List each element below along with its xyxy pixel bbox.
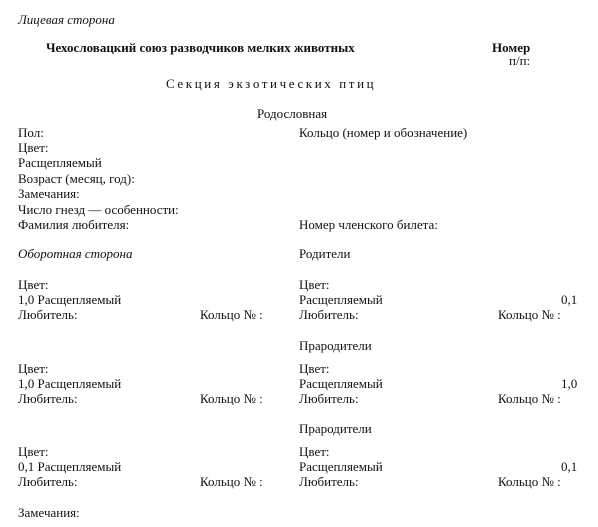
grandparents-title: Прародители [299,421,372,436]
right-split: Расщепляемый [299,292,383,307]
section-title: Секция экзотических птиц [166,76,377,91]
color-field: Цвет: [18,140,49,155]
left-color: Цвет: [18,361,49,376]
left-split: 1,0 Расщепляемый [18,292,122,307]
grandparents-title: Прародители [299,338,372,353]
number-sub-label: п/п: [509,53,531,68]
right-color: Цвет: [299,277,330,292]
left-split: 0,1 Расщепляемый [18,459,122,474]
sex-field: Пол: [18,125,44,140]
left-ring: Кольцо № : [200,307,263,322]
left-fancier: Любитель: [18,307,78,322]
right-code: 1,0 [561,376,578,391]
remarks-field: Замечания: [18,186,80,201]
left-color: Цвет: [18,444,49,459]
left-fancier: Любитель: [18,391,78,406]
org-name: Чехословацкий союз разводчиков мелких животных [46,40,355,55]
back-remarks: Замечания: [18,505,80,520]
number-label: Номер [492,40,531,55]
right-split: Расщепляемый [299,459,383,474]
left-ring: Кольцо № : [200,391,263,406]
age-field: Возраст (месяц, год): [18,171,135,186]
nests-field: Число гнезд — особенности: [18,202,179,217]
left-color: Цвет: [18,277,49,292]
right-color: Цвет: [299,444,330,459]
left-fancier: Любитель: [18,474,78,489]
right-split: Расщепляемый [299,376,383,391]
back-side-label: Оборотная сторона [18,246,133,261]
split-field: Расщепляемый [18,155,102,170]
right-code: 0,1 [561,459,578,474]
right-ring: Кольцо № : [498,474,561,489]
fancier-field: Фамилия любителя: [18,217,130,232]
ring-field: Кольцо (номер и обозначение) [299,125,468,140]
front-side-label: Лицевая сторона [18,12,115,27]
left-split: 1,0 Расщепляемый [18,376,122,391]
pedigree-title: Родословная [257,106,328,121]
right-code: 0,1 [561,292,578,307]
right-fancier: Любитель: [299,307,359,322]
right-ring: Кольцо № : [498,391,561,406]
right-fancier: Любитель: [299,391,359,406]
right-color: Цвет: [299,361,330,376]
parents-title: Родители [299,246,351,261]
right-fancier: Любитель: [299,474,359,489]
member-card-field: Номер членского билета: [299,217,438,232]
right-ring: Кольцо № : [498,307,561,322]
left-ring: Кольцо № : [200,474,263,489]
